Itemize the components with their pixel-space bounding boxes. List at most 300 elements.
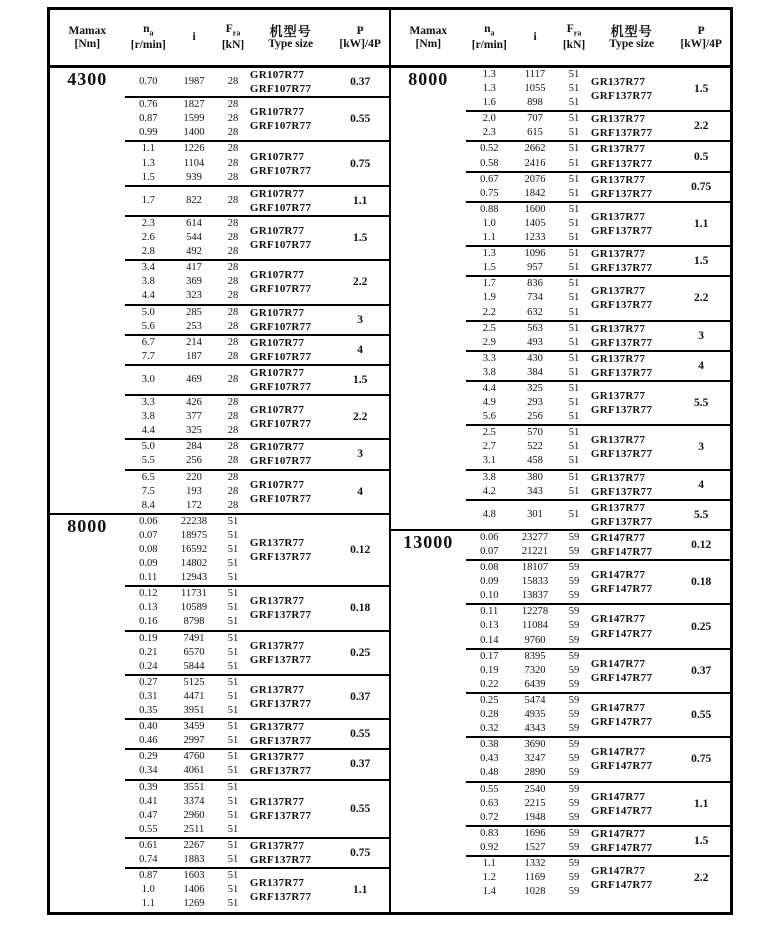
power-value: 0.37 xyxy=(350,758,371,771)
ratio-value: 377 xyxy=(186,411,202,423)
rating-group xyxy=(466,559,730,603)
speed-ratio-rows xyxy=(466,561,591,603)
fra-value: 51 xyxy=(568,113,580,125)
na-value: 3.3 xyxy=(141,397,155,409)
na-value: 2.7 xyxy=(482,441,496,453)
data-row xyxy=(125,157,250,171)
type-size-cell xyxy=(591,284,672,312)
na-value: 1.3 xyxy=(482,83,496,95)
ratio-value: 15833 xyxy=(521,576,549,588)
type-size-line: GRF137R77 xyxy=(590,515,653,528)
mamax-value: 8000 xyxy=(67,515,108,536)
data-row xyxy=(466,277,591,291)
type-size-cell xyxy=(591,568,672,596)
speed-ratio-rows xyxy=(466,203,591,245)
ratio-value: 1405 xyxy=(524,217,546,229)
rating-group xyxy=(466,781,730,825)
fra-value: 59 xyxy=(568,634,580,646)
type-size-cell xyxy=(591,142,672,170)
data-row xyxy=(125,734,250,748)
ratio-value: 6570 xyxy=(183,646,205,658)
header-fra: $F_{ra}$ [kN] xyxy=(221,22,245,52)
type-size-line: GR137R77 xyxy=(590,434,646,447)
na-value: 5.5 xyxy=(141,455,155,467)
ratio-value: 1233 xyxy=(524,232,546,244)
type-size-line: GRF137R77 xyxy=(590,224,653,237)
na-value: 0.87 xyxy=(139,870,158,882)
na-value: 4.4 xyxy=(141,425,155,437)
speed-ratio-rows xyxy=(466,68,591,110)
fra-value: 28 xyxy=(227,411,239,423)
type-size-cell xyxy=(250,150,331,178)
rating-group xyxy=(125,630,389,674)
rating-group xyxy=(466,171,730,201)
type-size-line: GRF137R77 xyxy=(590,187,653,200)
ratio-value: 3374 xyxy=(183,795,205,807)
power-value: 2.2 xyxy=(352,276,368,289)
speed-ratio-rows xyxy=(125,142,250,184)
fra-value: 59 xyxy=(568,678,580,690)
data-row xyxy=(125,557,250,571)
fra-value: 59 xyxy=(568,841,580,853)
na-value: 0.75 xyxy=(480,187,499,199)
type-size-line: GR137R77 xyxy=(590,173,646,186)
ratio-value: 1827 xyxy=(183,99,205,111)
type-size-line: GRF137R77 xyxy=(590,404,653,417)
fra-value: 51 xyxy=(568,97,580,109)
ratio-value: 5474 xyxy=(524,694,546,706)
data-row xyxy=(125,571,250,585)
data-row xyxy=(466,619,591,633)
type-size-cell xyxy=(591,173,672,201)
torque-block xyxy=(391,529,730,899)
data-row xyxy=(125,615,250,629)
fra-value: 59 xyxy=(568,606,580,618)
na-value: 2.2 xyxy=(482,306,496,318)
type-size-line: GR137R77 xyxy=(249,795,305,808)
fra-value: 51 xyxy=(227,558,239,570)
type-size-line: GRF107R77 xyxy=(249,455,312,468)
na-value: 7.5 xyxy=(141,485,155,497)
data-row xyxy=(466,471,591,485)
type-size-line: GR137R77 xyxy=(249,877,305,890)
type-size-line: GR137R77 xyxy=(590,352,646,365)
fra-value: 51 xyxy=(568,292,580,304)
type-size-line: GR147R77 xyxy=(590,569,646,582)
type-size-cell xyxy=(250,720,331,748)
type-size-cell xyxy=(250,839,331,867)
na-value: 1.9 xyxy=(482,292,496,304)
fra-value: 59 xyxy=(568,797,580,809)
fra-value: 28 xyxy=(227,171,239,183)
speed-ratio-rows xyxy=(125,839,250,867)
rating-group xyxy=(125,259,389,303)
data-row xyxy=(466,783,591,797)
type-size-cell xyxy=(591,433,672,461)
na-value: 0.83 xyxy=(480,827,499,839)
na-value: 1.1 xyxy=(141,898,155,910)
ratio-value: 2997 xyxy=(183,735,205,747)
type-size-cell xyxy=(591,247,672,275)
header-mamax: Mamax [Nm] xyxy=(68,24,107,50)
fra-value: 51 xyxy=(568,366,580,378)
type-size-line: GR107R77 xyxy=(249,106,305,119)
type-size-line: GRF137R77 xyxy=(249,697,312,710)
fra-value: 28 xyxy=(227,373,239,385)
ratio-value: 12943 xyxy=(180,572,208,584)
fra-value: 51 xyxy=(227,676,239,688)
ratio-value: 2890 xyxy=(524,767,546,779)
na-value: 0.21 xyxy=(139,646,158,658)
data-row xyxy=(466,485,591,499)
rating-group xyxy=(466,110,730,140)
na-value: 1.3 xyxy=(482,248,496,260)
na-value: 0.52 xyxy=(480,143,499,155)
fra-value: 51 xyxy=(227,751,239,763)
power-value: 0.55 xyxy=(350,113,371,126)
ratio-value: 8395 xyxy=(524,650,546,662)
ratio-value: 7491 xyxy=(183,632,205,644)
data-row xyxy=(466,454,591,468)
rating-group xyxy=(466,825,730,855)
type-size-line: GR137R77 xyxy=(249,536,305,549)
ratio-value: 23277 xyxy=(521,531,549,543)
rating-group xyxy=(125,364,389,394)
type-size-line: GR107R77 xyxy=(249,187,305,200)
ratio-value: 4760 xyxy=(183,751,205,763)
rating-group xyxy=(466,201,730,245)
type-size-cell xyxy=(591,112,672,140)
speed-ratio-rows xyxy=(125,336,250,364)
ratio-value: 21221 xyxy=(521,546,549,557)
ratio-value: 493 xyxy=(527,336,543,348)
speed-ratio-rows xyxy=(125,396,250,438)
fra-value: 28 xyxy=(227,127,239,139)
type-size-line: GR107R77 xyxy=(249,69,305,81)
na-value: 1.7 xyxy=(482,278,496,290)
data-row xyxy=(125,142,250,156)
mamax-value: 13000 xyxy=(403,531,454,552)
type-size-line: GR147R77 xyxy=(590,865,646,878)
speed-ratio-rows xyxy=(466,827,591,855)
data-row xyxy=(466,664,591,678)
data-row xyxy=(125,261,250,275)
na-value: 3.8 xyxy=(141,276,155,288)
data-row xyxy=(466,694,591,708)
fra-value: 59 xyxy=(568,886,580,898)
type-size-line: GR107R77 xyxy=(249,336,305,349)
rating-group xyxy=(466,350,730,380)
rating-group xyxy=(125,68,389,96)
type-size-cell xyxy=(250,876,331,904)
type-size-line: GR107R77 xyxy=(249,404,305,417)
table-right-half xyxy=(391,10,730,912)
speed-ratio-rows xyxy=(466,783,591,825)
fra-value: 51 xyxy=(568,83,580,95)
data-row xyxy=(466,545,591,559)
fra-value: 28 xyxy=(227,290,239,302)
na-value: 4.9 xyxy=(482,397,496,409)
ratio-value: 285 xyxy=(186,306,202,318)
speed-ratio-rows xyxy=(125,217,250,259)
speed-ratio-rows xyxy=(466,857,591,899)
data-row xyxy=(125,646,250,660)
power-value: 0.5 xyxy=(693,150,709,163)
data-row xyxy=(125,289,250,303)
ratio-value: 2076 xyxy=(524,173,546,185)
fra-value: 51 xyxy=(227,765,239,777)
ratio-value: 615 xyxy=(527,127,543,139)
ratio-value: 14802 xyxy=(180,558,208,570)
fra-value: 59 xyxy=(568,546,580,557)
data-row xyxy=(466,440,591,454)
na-value: 4.4 xyxy=(141,290,155,302)
ratio-value: 1883 xyxy=(183,853,205,865)
na-value: 0.72 xyxy=(480,811,499,823)
rating-group xyxy=(466,855,730,899)
na-value: 0.58 xyxy=(480,157,499,169)
data-row xyxy=(466,885,591,899)
rating-group xyxy=(125,394,389,438)
data-row xyxy=(125,781,250,795)
ratio-value: 1696 xyxy=(524,827,546,839)
speed-ratio-rows xyxy=(466,277,591,319)
fra-value: 51 xyxy=(227,823,239,835)
na-value: 1.7 xyxy=(141,194,155,206)
ratio-value: 8798 xyxy=(183,616,205,628)
type-size-line: GRF147R77 xyxy=(590,583,653,596)
fra-value: 51 xyxy=(227,705,239,717)
na-value: 0.06 xyxy=(139,515,158,527)
type-size-line: GRF107R77 xyxy=(249,492,312,505)
fra-value: 28 xyxy=(227,143,239,155)
ratio-value: 430 xyxy=(527,352,543,364)
na-value: 3.1 xyxy=(482,455,496,467)
fra-value: 51 xyxy=(227,809,239,821)
speed-ratio-rows xyxy=(466,173,591,201)
na-value: 0.99 xyxy=(139,127,158,139)
fra-value: 28 xyxy=(227,455,239,467)
na-value: 1.6 xyxy=(482,97,496,109)
power-value: 1.1 xyxy=(352,194,368,207)
data-row xyxy=(125,750,250,764)
fra-value: 59 xyxy=(568,811,580,823)
power-value: 0.55 xyxy=(691,709,712,722)
na-value: 3.0 xyxy=(141,373,155,385)
data-row xyxy=(466,738,591,752)
na-value: 0.92 xyxy=(480,841,499,853)
data-row xyxy=(125,897,250,911)
fra-value: 51 xyxy=(227,616,239,628)
data-row xyxy=(125,660,250,674)
speed-ratio-rows xyxy=(125,515,250,585)
na-value: 0.55 xyxy=(480,783,499,795)
type-size-line: GRF147R77 xyxy=(590,546,653,558)
fra-value: 51 xyxy=(568,217,580,229)
power-value: 1.5 xyxy=(693,83,709,96)
ratio-value: 380 xyxy=(527,471,543,483)
data-row xyxy=(466,261,591,275)
ratio-value: 4935 xyxy=(524,709,546,721)
na-value: 2.9 xyxy=(482,336,496,348)
mamax-value: 4300 xyxy=(67,69,108,89)
rating-group xyxy=(466,603,730,647)
na-value: 0.13 xyxy=(480,620,499,632)
ratio-value: 172 xyxy=(186,499,202,511)
type-size-line: GR107R77 xyxy=(249,306,305,319)
ratio-value: 2215 xyxy=(524,797,546,809)
fra-value: 51 xyxy=(568,69,580,80)
power-value: 0.12 xyxy=(691,539,712,551)
type-size-line: GRF137R77 xyxy=(590,485,653,498)
ratio-value: 9760 xyxy=(524,634,546,646)
ratio-value: 284 xyxy=(186,441,202,453)
data-row xyxy=(125,515,250,529)
speed-ratio-rows xyxy=(466,247,591,275)
ratio-value: 325 xyxy=(527,382,543,394)
data-row xyxy=(125,883,250,897)
ratio-value: 253 xyxy=(186,320,202,332)
data-row xyxy=(125,75,250,89)
ratio-value: 5125 xyxy=(183,676,205,688)
fra-value: 51 xyxy=(568,278,580,290)
speed-ratio-rows xyxy=(466,605,591,647)
ratio-value: 220 xyxy=(186,471,202,483)
power-value: 0.55 xyxy=(350,802,371,815)
type-size-cell xyxy=(250,268,331,296)
type-size-cell xyxy=(250,403,331,431)
rating-group xyxy=(466,140,730,170)
power-value: 0.18 xyxy=(691,576,712,589)
rating-group xyxy=(125,674,389,718)
power-value: 1.1 xyxy=(352,884,368,897)
data-row xyxy=(125,764,250,778)
data-row xyxy=(125,217,250,231)
fra-value: 51 xyxy=(568,382,580,394)
power-value: 3 xyxy=(698,441,705,454)
ratio-value: 3551 xyxy=(183,781,205,793)
na-value: 0.09 xyxy=(480,576,499,588)
type-size-line: GR147R77 xyxy=(590,657,646,670)
na-value: 1.0 xyxy=(141,884,155,896)
ratio-value: 323 xyxy=(186,290,202,302)
data-row xyxy=(466,871,591,885)
data-row xyxy=(466,157,591,171)
rating-groups xyxy=(466,68,730,529)
type-size-line: GR137R77 xyxy=(249,595,305,608)
rating-group xyxy=(125,585,389,629)
type-size-line: GR107R77 xyxy=(249,441,305,454)
data-row xyxy=(125,690,250,704)
rating-group xyxy=(125,469,389,513)
power-value: 3 xyxy=(357,313,364,326)
na-value: 0.16 xyxy=(139,616,158,628)
speed-ratio-rows xyxy=(466,112,591,140)
power-value: 0.18 xyxy=(350,602,371,615)
data-row xyxy=(466,291,591,305)
speed-ratio-rows xyxy=(466,382,591,424)
type-size-cell xyxy=(591,827,672,855)
type-size-cell xyxy=(591,75,672,103)
ratio-value: 1400 xyxy=(183,127,205,139)
type-size-line: GRF107R77 xyxy=(249,283,312,296)
type-size-line: GRF147R77 xyxy=(590,760,653,773)
data-row xyxy=(125,373,250,387)
ratio-value: 1406 xyxy=(183,884,205,896)
data-row xyxy=(125,809,250,823)
ratio-value: 614 xyxy=(186,217,202,229)
na-value: 0.13 xyxy=(139,602,158,614)
ratio-value: 1117 xyxy=(524,69,546,80)
type-size-line: GR137R77 xyxy=(249,683,305,696)
fra-value: 28 xyxy=(227,276,239,288)
na-value: 0.10 xyxy=(480,590,499,602)
rating-group xyxy=(125,779,389,837)
na-value: 0.31 xyxy=(139,690,158,702)
na-value: 6.7 xyxy=(141,336,155,348)
speed-ratio-rows xyxy=(125,471,250,513)
data-row xyxy=(125,98,250,112)
rating-group xyxy=(125,438,389,468)
type-size-line: GRF137R77 xyxy=(590,90,653,103)
na-value: 7.7 xyxy=(141,350,155,362)
fra-value: 28 xyxy=(227,246,239,258)
ratio-value: 293 xyxy=(527,397,543,409)
na-value: 3.8 xyxy=(482,471,496,483)
na-value: 2.5 xyxy=(482,427,496,439)
table-header xyxy=(391,10,730,68)
type-size-line: GR147R77 xyxy=(590,790,646,803)
table-header xyxy=(50,10,389,68)
ratio-value: 1987 xyxy=(183,76,205,88)
type-size-cell xyxy=(250,224,331,252)
header-na: $n_a$ [r/min] xyxy=(130,22,166,52)
ratio-value: 1096 xyxy=(524,248,546,260)
speed-ratio-rows xyxy=(466,471,591,499)
power-value: 0.37 xyxy=(691,664,712,677)
type-size-cell xyxy=(591,612,672,640)
data-row xyxy=(125,499,250,513)
fra-value: 59 xyxy=(568,694,580,706)
data-row xyxy=(466,82,591,96)
ratio-value: 4471 xyxy=(183,690,205,702)
na-value: 0.40 xyxy=(139,721,158,733)
type-size-cell xyxy=(250,440,331,468)
type-size-cell xyxy=(591,322,672,350)
type-size-line: GRF137R77 xyxy=(249,809,312,822)
ratio-value: 544 xyxy=(186,232,202,244)
fra-value: 51 xyxy=(227,721,239,733)
type-size-line: GRF137R77 xyxy=(249,853,312,866)
type-size-line: GRF107R77 xyxy=(249,83,312,96)
ratio-value: 3951 xyxy=(183,705,205,717)
na-value: 5.0 xyxy=(141,441,155,453)
na-value: 0.14 xyxy=(480,634,499,646)
data-row xyxy=(125,306,250,320)
fra-value: 28 xyxy=(227,320,239,332)
ratio-value: 734 xyxy=(527,292,543,304)
ratio-value: 836 xyxy=(527,278,543,290)
type-size-line: GR107R77 xyxy=(249,269,305,282)
power-value: 4 xyxy=(698,478,705,491)
na-value: 0.12 xyxy=(139,588,158,600)
type-size-cell xyxy=(591,701,672,729)
fra-value: 51 xyxy=(568,471,580,483)
speed-ratio-rows xyxy=(125,440,250,468)
na-value: 0.47 xyxy=(139,809,158,821)
na-value: 2.8 xyxy=(141,246,155,258)
speed-ratio-rows xyxy=(466,531,591,559)
